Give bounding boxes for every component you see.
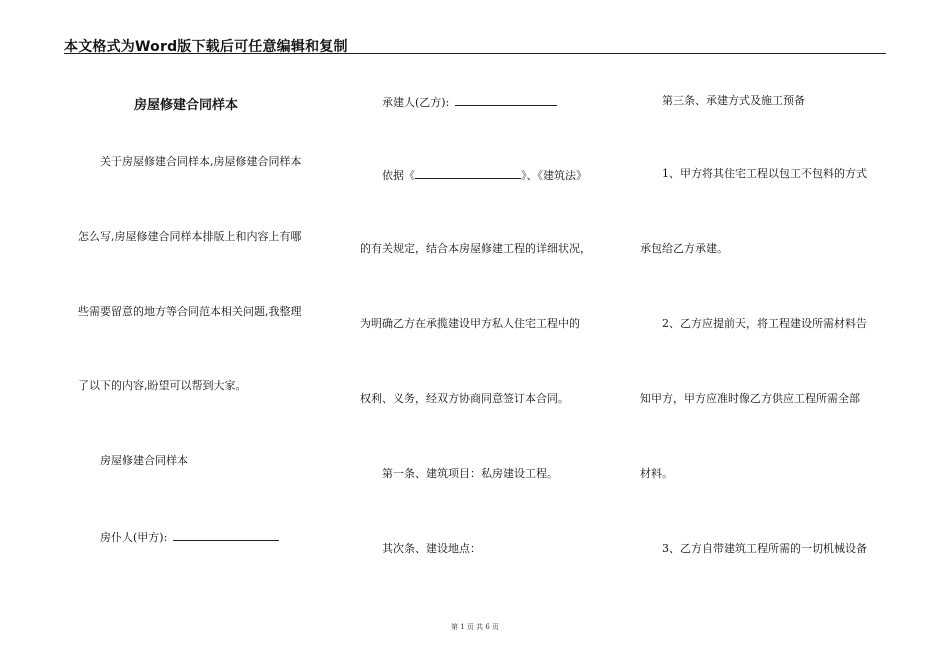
- item-3-line-1: 3、乙方自带建筑工程所需的一切机械设备: [662, 542, 867, 555]
- item-2-line-3: 材料。: [640, 467, 673, 480]
- item-2-line-1: 2、乙方应提前天，将工程建设所需材料告: [662, 317, 867, 330]
- item-1-line-1: 1、甲方将其住宅工程以包工不包料的方式: [662, 167, 867, 180]
- intro-line-4: 了以下的内容,盼望可以帮到大家。: [78, 379, 247, 392]
- document-title: 房屋修建合同样本: [134, 98, 239, 113]
- intro-line-1: 关于房屋修建合同样本,房屋修建合同样本: [100, 155, 302, 168]
- section-title: 房屋修建合同样本: [100, 454, 188, 467]
- party-a-label: 房仆人(甲方):: [100, 531, 168, 544]
- page-number: 第 1 页 共 6 页: [450, 623, 500, 631]
- party-b-label: 承建人(乙方):: [382, 96, 450, 109]
- body-line-3: 为明确乙方在承揽建设甲方私人住宅工程中的: [360, 317, 580, 330]
- body-line-2: 的有关规定，结合本房屋修建工程的详细状况，: [360, 242, 591, 255]
- article-1: 第一条、建筑项目：私房建设工程。: [382, 467, 558, 480]
- article-2: 其次条、建设地点：: [382, 542, 481, 555]
- intro-line-2: 怎么写,房屋修建合同样本排版上和内容上有哪: [78, 230, 302, 243]
- item-2-line-2: 知甲方，甲方应准时像乙方供应工程所需全部: [640, 392, 860, 405]
- basis-prefix: 依据《: [382, 169, 415, 182]
- item-1-line-2: 承包给乙方承建。: [640, 242, 728, 255]
- basis-suffix: 》、《建筑法》: [521, 169, 587, 182]
- header-title: 本文格式为Word版下载后可任意编辑和复制: [64, 39, 348, 55]
- body-line-4: 权利、义务，经双方协商同意签订本合同。: [360, 392, 569, 405]
- intro-line-3: 些需要留意的地方等合同范本相关问题,我整理: [78, 305, 302, 318]
- article-3: 第三条、承建方式及施工预备: [662, 94, 805, 107]
